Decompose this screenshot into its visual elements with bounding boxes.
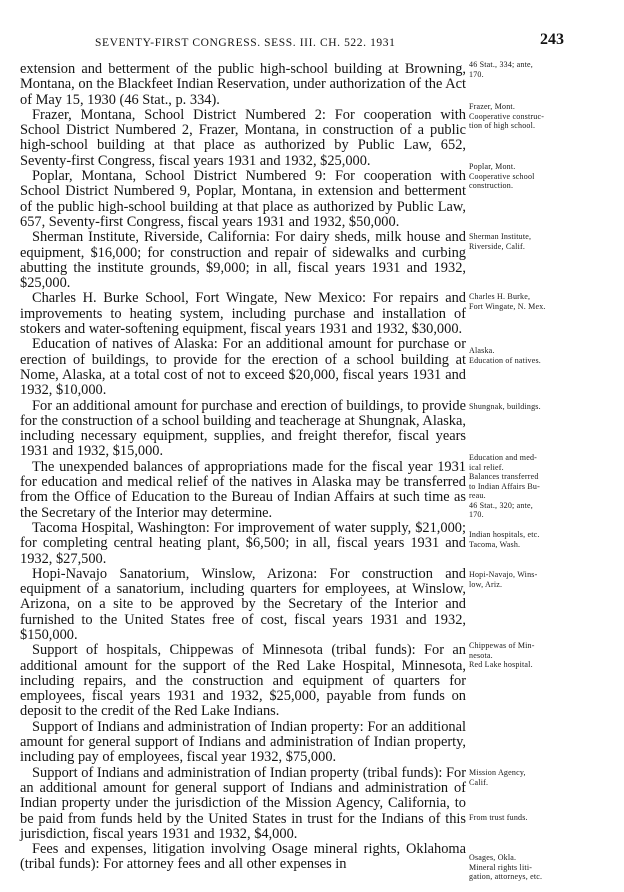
paragraph: Frazer, Montana, School District Numbered 2: For cooperation with School District Numbered 2, Frazer, Montana, in construction of a public high-school building at that place as authorized by Public Law, 652, Seventy-first Congress, fiscal years 1931 and 1932, $25,000. [20,106,466,169]
margin-note: Education and med- ical relief. Balances transferred to Indian Affairs Bu- reau. 46 Stat., 320; ante, 170. [469,453,540,519]
margin-note: Poplar, Mont. Cooperative school construction. [469,162,535,190]
paragraph: Support of Indians and administration of Indian property: For an additional amount for general support of Indians and administration of Indian property, including pay of employees, fiscal year 1932, $75,000. [20,718,466,766]
margin-note: Charles H. Burke, Fort Wingate, N. Mex. [469,292,546,311]
margin-note: Sherman Institute, Riverside, Calif. [469,232,532,251]
margin-note: Mission Agency, Calif. [469,768,526,787]
margin-note: Hopi-Navajo, Wins- low, Ariz. [469,570,538,589]
paragraph: Tacoma Hospital, Washington: For improvement of water supply, $21,000; for completing central heating plant, $6,500; in all, fiscal years 1931 and 1932, $27,500. [20,519,466,567]
margin-note: Alaska. Education of natives. [469,346,541,365]
paragraph: The unexpended balances of appropriations made for the fiscal year 1931 for education and medical relief of the natives in Alaska may be transferred from the Office of Education to the Bureau of Indian Affairs at such time as the Secretary of the Interior may determine. [20,458,466,521]
page-number: 243 [540,31,564,48]
margin-note: Osages, Okla. Mineral rights liti- gation, attorneys, etc. [469,853,543,881]
paragraph: Support of hospitals, Chippewas of Minnesota (tribal funds): For an additional amount for the support of the Red Lake Hospital, Minnesota, including repairs, and the construction and equipment of quarters for employees, fiscal years 1931 and 1932, $25,000, payable from funds on deposit to the credit of the Red Lake Indians. [20,642,466,720]
paragraph: Fees and expenses, litigation involving Osage mineral rights, Oklahoma (tribal funds): For attorney fees and all other expenses in [20,841,466,873]
margin-note: From trust funds. [469,813,528,822]
paragraph: Sherman Institute, Riverside, California: For dairy sheds, milk house and equipment, $16,000; for construction and repair of sidewalks and curbing abutting the institute grounds, $9,000; in all, fiscal years 1931 and 1932, $25,000. [20,229,466,292]
paragraph: Education of natives of Alaska: For an additional amount for purchase or erection of buildings, to provide for the erection of a school building at Nome, Alaska, at a total cost of not to exceed $20,000, fiscal years 1931 and 1932, $10,000. [20,336,466,399]
margin-note: Chippewas of Min- nesota. Red Lake hospital. [469,641,535,669]
margin-note: Shungnak, buildings. [469,402,541,411]
paragraph: Hopi-Navajo Sanatorium, Winslow, Arizona: For construction and equipment of a sanatorium, including quarters for employees, at Winslow, Arizona, on a site to be approved by the Secretary of the Interior and furnished to the United States free of cost, fiscal years 1931 and 1932, $150,000. [20,565,466,643]
paragraph: extension and betterment of the public high-school building at Browning, Montana, on the Blackfeet Indian Reservation, under authorization of the Act of May 15, 1930 (46 Stat., p. 334). [20,61,466,108]
page-header [0,30,624,50]
margin-note: 46 Stat., 334; ante, 170. [469,60,533,79]
paragraph: Poplar, Montana, School District Numbered 9: For cooperation with School District Numbered 9, Poplar, Montana, in extension and betterment of the public high-school building at that place as authorized by Public Law, 657, Seventy-first Congress, fiscal years 1931 and 1932, $50,000. [20,168,466,230]
body-text [20,62,466,873]
margin-note: Frazer, Mont. Cooperative construc- tion of high school. [469,102,545,130]
running-head: SEVENTY-FIRST CONGRESS. SESS. III. CH. 522. 1931 [95,37,396,49]
paragraph: Charles H. Burke School, Fort Wingate, New Mexico: For repairs and improvements to heating system, including purchase and installation of stokers and water-softening equipment, fiscal years 1931 and 1932, $30,000. [20,290,466,338]
paragraph: For an additional amount for purchase and erection of buildings, to provide for the construction of a school building and teacherage at Shungnak, Alaska, including necessary equipment, supplies, and freight therefor, fiscal years 1931 and 1932, $15,000. [20,397,466,460]
paragraph: Support of Indians and administration of Indian property (tribal funds): For an additional amount for general support of Indians and administration of Indian property under the jurisdiction of the Mission Agency, California, to be paid from funds held by the United States in trust for the Indians of this jurisdiction, fiscal years 1931 and 1932, $4,000. [20,764,466,842]
margin-note: Indian hospitals, etc. Tacoma, Wash. [469,530,540,549]
